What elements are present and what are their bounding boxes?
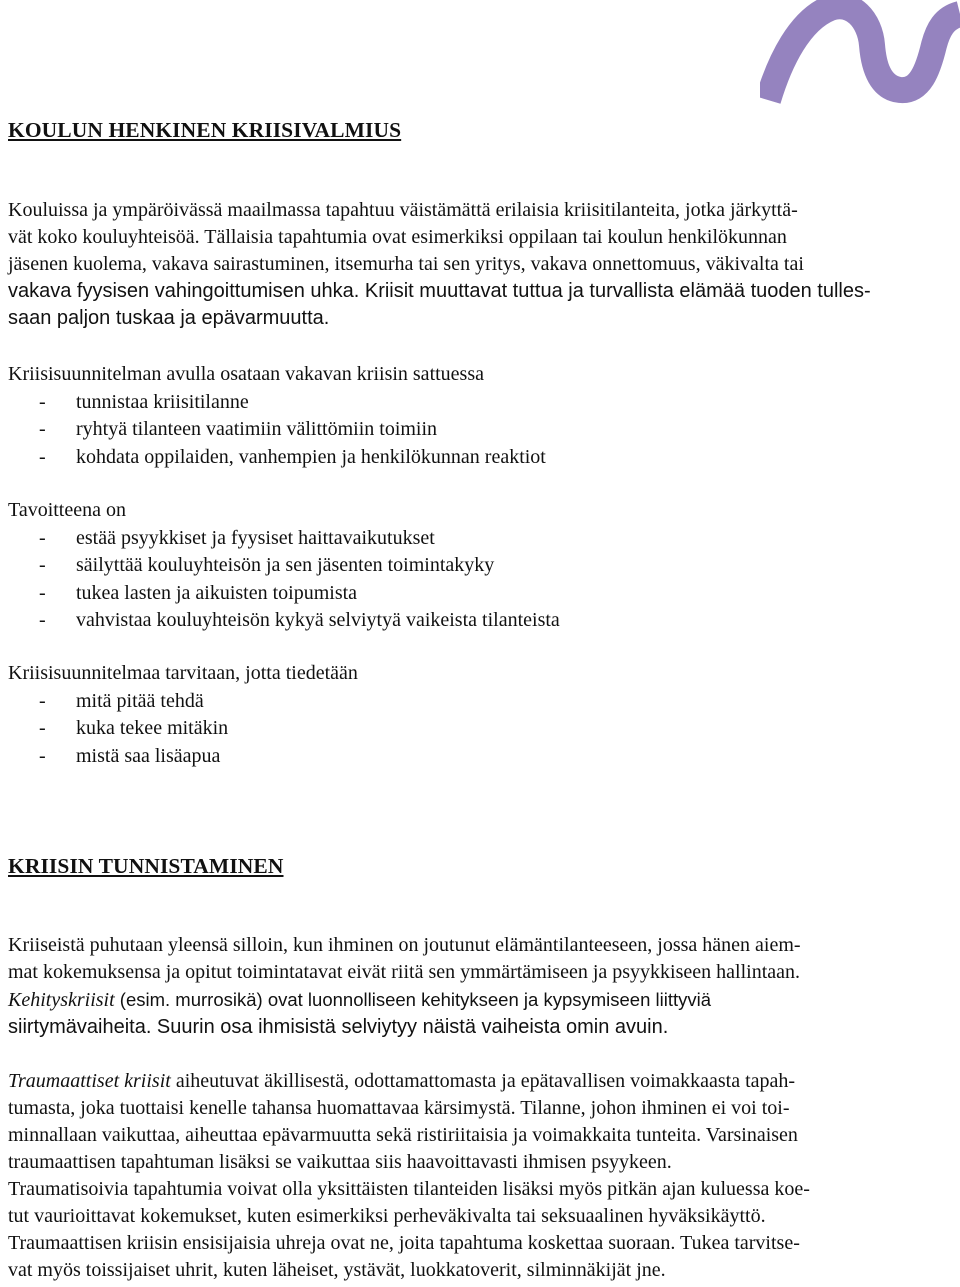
text-line: siirtymävaiheita. Suurin osa ihmisistä selviytyy näistä vaiheista omin avuin. [8,1016,669,1038]
list-item: - mitä pitää tehdä [39,689,204,712]
crisis-definition-paragraph [8,932,948,1041]
intro-line: vakava fyysisen vahingoittumisen uhka. Kriisit muuttavat tuttua ja turvallista elämää tuoden tulles- [8,280,871,302]
goals-list [8,497,948,635]
wave-shape [768,6,960,100]
text-line: tut vaurioittavat kokemukset, kuten esimerkiksi perheväkivalta tai seksuaalinen hyväksikäyttö. [8,1205,766,1227]
text-line: Traumaattisen kriisin ensisijaisia uhreja ovat ne, joita tapahtuma koskettaa suoraan. Tukea tarvitse- [8,1232,800,1254]
text-line: mat kokemuksensa ja opitut toimintatavat eivät riitä sen ymmärtämiseen ja psyykkiseen hallintaan. [8,961,801,983]
plan-needed-list [8,660,948,770]
text-line: Traumaattiset kriisit aiheutuvat äkillisestä, odottamattomasta ja epätavallisen voimakkaasta tapah- [8,1070,796,1092]
emphasis-term: Kehityskriisit [8,989,115,1011]
list-item: - säilyttää kouluyhteisön ja sen jäsenten toimintakyky [39,554,495,576]
list-title: Kriisisuunnitelman avulla osataan vakavan kriisin sattuessa [8,363,484,385]
intro-line: vät koko kouluyhteisöä. Tällaisia tapahtumia ovat esimerkiksi oppilaan tai koulun henkilökunnan [8,226,787,248]
list-item: - vahvistaa kouluyhteisön kykyä selviytyä vaikeista tilanteista [39,609,560,631]
text-line: Kriiseistä puhutaan yleensä silloin, kun ihminen on joutunut elämäntilanteeseen, jossa hänen aiem- [8,934,801,956]
text-line: Kehityskriisit (esim. murrosikä) ovat luonnolliseen kehitykseen ja kypsymiseen liittyviä [8,989,712,1011]
crisis-plan-list [8,361,948,471]
text-line: vat myös toissijaiset uhrit, kuten läheiset, ystävät, luokkatoverit, silminnäkijät jne. [8,1259,666,1281]
list-title: Kriisisuunnitelmaa tarvitaan, jotta tiedetään [8,662,358,684]
list-item: - kuka tekee mitäkin [39,717,229,739]
intro-paragraph [8,197,948,332]
purple-wave-logo [760,0,960,115]
list-title: Tavoitteena on [8,499,126,521]
traumatic-crisis-paragraph [8,1068,948,1284]
section-heading-kriisin: KRIISIN TUNNISTAMINEN [8,854,284,878]
list-item: - mistä saa lisäapua [39,744,221,767]
section-heading-koulun: KOULUN HENKINEN KRIISIVALMIUS [8,118,402,142]
list-item: - kohdata oppilaiden, vanhempien ja henkilökunnan reaktiot [39,445,546,468]
list-item: - ryhtyä tilanteen vaatimiin välittömiin toimiin [39,418,438,440]
list-item: - tunnistaa kriisitilanne [39,390,249,413]
text-line: traumaattisen tapahtuman lisäksi se vaikuttaa siis haavoittavasti ihmisen psyykeen. [8,1151,672,1173]
text-line: Traumatisoivia tapahtumia voivat olla yksittäisten tilanteiden lisäksi myös pitkän ajan kuluessa koe- [8,1178,810,1200]
emphasis-term: Traumaattiset kriisit [8,1070,171,1092]
text-line: tumasta, joka tuottaisi kenelle tahansa huomattavaa kärsimystä. Tilanne, johon ihminen ei voi toi- [8,1097,790,1119]
intro-line: saan paljon tuskaa ja epävarmuutta. [8,307,330,329]
text-line: minnallaan vaikuttaa, aiheuttaa epävarmuutta sekä ristiriitaisia ja voimakkaita tunteita. Varsinaisen [8,1124,798,1146]
list-item: - estää psyykkiset ja fyysiset haittavaikutukset [39,526,435,549]
list-item: - tukea lasten ja aikuisten toipumista [39,581,358,604]
intro-line: jäsenen kuolema, vakava sairastuminen, itsemurha tai sen yritys, vakava onnettomuus, väkivalta tai [8,253,804,275]
intro-line: Kouluissa ja ympäröivässä maailmassa tapahtuu väistämättä erilaisia kriisitilanteita, jotka järkyttä- [8,199,798,221]
